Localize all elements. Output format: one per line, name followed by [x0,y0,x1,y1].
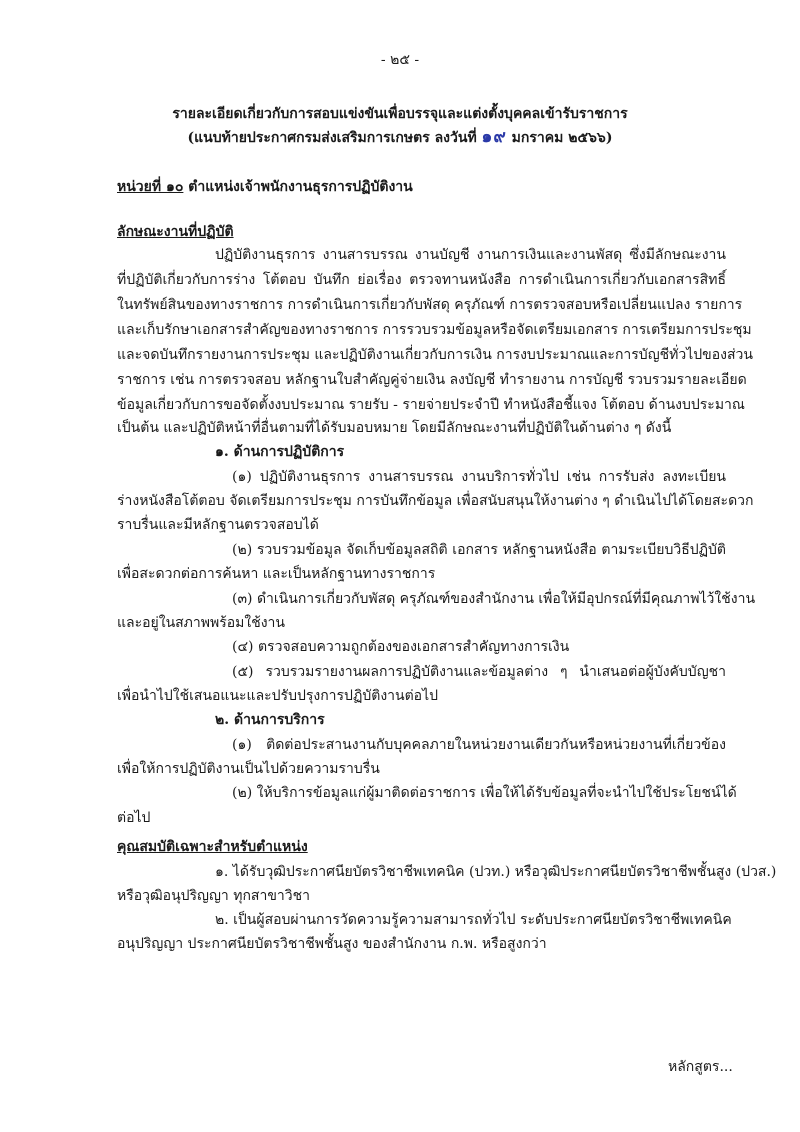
unit-position: ตำแหน่งเจ้าพนักงานธุรการปฏิบัติงาน [188,179,413,195]
operations-item-1-cont: ราบรื่นและมีหลักฐานตรวจสอบได้ [117,517,319,533]
unit-label: หน่วยที่ ๑๐ [117,179,184,195]
subtitle-suffix: มกราคม ๒๕๖๖) [511,130,613,146]
page-number: - ๒๕ - [380,52,420,68]
qualification-item-2-cont: อนุปริญญา ประกาศนียบัตรวิชาชีพชั้นสูง ของสำนักงาน ก.พ. หรือสูงกว่า [117,936,547,952]
qualifications-heading: คุณสมบัติเฉพาะสำหรับตำแหน่ง [117,839,308,855]
operations-item-3: (๓) ดำเนินการเกี่ยวกับพัสดุ ครุภัณฑ์ของสำนักงาน เพื่อให้มีอุปกรณ์ที่มีคุณภาพไว้ใช้งาน [232,591,756,607]
service-item-2-cont: ต่อไป [117,810,151,826]
intro-line: และจดบันทึกรายงานการประชุม และปฏิบัติงานเกี่ยวกับการเงิน การงบประมาณและการบัญชีทั่วไปของส่วน [117,347,753,363]
qualification-item-1: ๑. ได้รับวุฒิประกาศนียบัตรวิชาชีพเทคนิค (ปวท.) หรือวุฒิประกาศนียบัตรวิชาชีพชั้นสูง (ปวส.) [215,864,777,880]
operations-item-2-cont: เพื่อสะดวกต่อการค้นหา และเป็นหลักฐานทางราชการ [117,566,436,582]
intro-line: และเก็บรักษาเอกสารสำคัญของทางราชการ การรวบรวมข้อมูลหรือจัดเตรียมเอกสาร การเตรียมการประชุม [117,322,752,338]
subtitle-prefix: (แนบท้ายประกาศกรมส่งเสริมการเกษตร ลงวันที่ [187,130,477,146]
service-item-1-cont: เพื่อให้การปฏิบัติงานเป็นไปด้วยความราบรื่น [117,761,380,777]
operations-item-5: (๕) รวบรวมรายงานผลการปฏิบัติงานและข้อมูลต่าง ๆ นำเสนอต่อผู้บังคับบัญชา [232,664,726,680]
intro-line: ปฏิบัติงานธุรการ งานสารบรรณ งานบัญชี งานการเงินและงานพัสดุ ซึ่งมีลักษณะงาน [215,247,726,263]
operations-item-3-cont: และอยู่ในสภาพพร้อมใช้งาน [117,615,285,631]
service-item-2: (๒) ให้บริการข้อมูลแก่ผู้มาติดต่อราชการ เพื่อให้ได้รับข้อมูลที่จะนำไปใช้ประโยชน์ได้ [232,785,737,801]
intro-line: ราชการ เช่น การตรวจสอบ หลักฐานใบสำคัญคู่จ่ายเงิน ลงบัญชี ทำรายงาน การบัญชี รวบรวมรายละเอียด [117,372,747,388]
intro-line: เป็นต้น และปฏิบัติหน้าที่อื่นตามที่ได้รับมอบหมาย โดยมีลักษณะงานที่ปฏิบัติในด้านต่าง ๆ ดังนี้ [117,420,672,436]
continuation-note: หลักสูตร... [668,1059,733,1075]
operations-item-1-cont: ร่างหนังสือโต้ตอบ จัดเตรียมการประชุม การบันทึกข้อมูล เพื่อสนับสนุนให้งานต่าง ๆ ดำเนินไปได้โดยสะดวก [117,493,754,509]
operations-item-5-cont: เพื่อนำไปใช้เสนอแนะและปรับปรุงการปฏิบัติงานต่อไป [117,688,439,704]
unit-heading [117,177,413,197]
handwritten-date: ๑๙ [481,127,507,147]
document-title: รายละเอียดเกี่ยวกับการสอบแข่งขันเพื่อบรรจุและแต่งตั้งบุคคลเข้ารับราชการ [172,106,628,122]
operations-item-2: (๒) รวบรวมข้อมูล จัดเก็บข้อมูลสถิติ เอกสาร หลักฐานหนังสือ ตามระเบียบวิธีปฏิบัติ [232,542,726,558]
operations-item-1: (๑) ปฏิบัติงานธุรการ งานสารบรรณ งานบริการทั่วไป เช่น การรับส่ง ลงทะเบียน [232,469,726,485]
section-heading-service: ๒. ด้านการบริการ [215,712,325,728]
service-item-1: (๑) ติดต่อประสานงานกับบุคคลภายในหน่วยงานเดียวกันหรือหน่วยงานที่เกี่ยวข้อง [232,737,726,753]
operations-item-4: (๔) ตรวจสอบความถูกต้องของเอกสารสำคัญทางการเงิน [232,639,570,655]
qualification-item-2: ๒. เป็นผู้สอบผ่านการวัดความรู้ความสามารถทั่วไป ระดับประกาศนียบัตรวิชาชีพเทคนิค [215,912,732,928]
document-subtitle [0,127,800,148]
intro-line: ในทรัพย์สินของทางราชการ การดำเนินการเกี่ยวกับพัสดุ ครุภัณฑ์ การตรวจสอบหรือเปลี่ยนแปลง รายการ [117,297,743,313]
job-description-heading: ลักษณะงานที่ปฏิบัติ [117,224,234,240]
qualification-item-1-cont: หรือวุฒิอนุปริญญา ทุกสาขาวิชา [117,888,310,904]
intro-line: ข้อมูลเกี่ยวกับการขอจัดตั้งงบประมาณ รายรับ - รายจ่ายประจำปี ทำหนังสือชี้แจง โต้ตอบ ด้านงบประมาณ [117,397,745,413]
intro-line: ที่ปฏิบัติเกี่ยวกับการร่าง โต้ตอบ บันทึก ย่อเรื่อง ตรวจทานหนังสือ การดำเนินการเกี่ยวกับเอกสารสิทธิ์ [117,272,726,288]
section-heading-operations: ๑. ด้านการปฏิบัติการ [215,444,345,460]
